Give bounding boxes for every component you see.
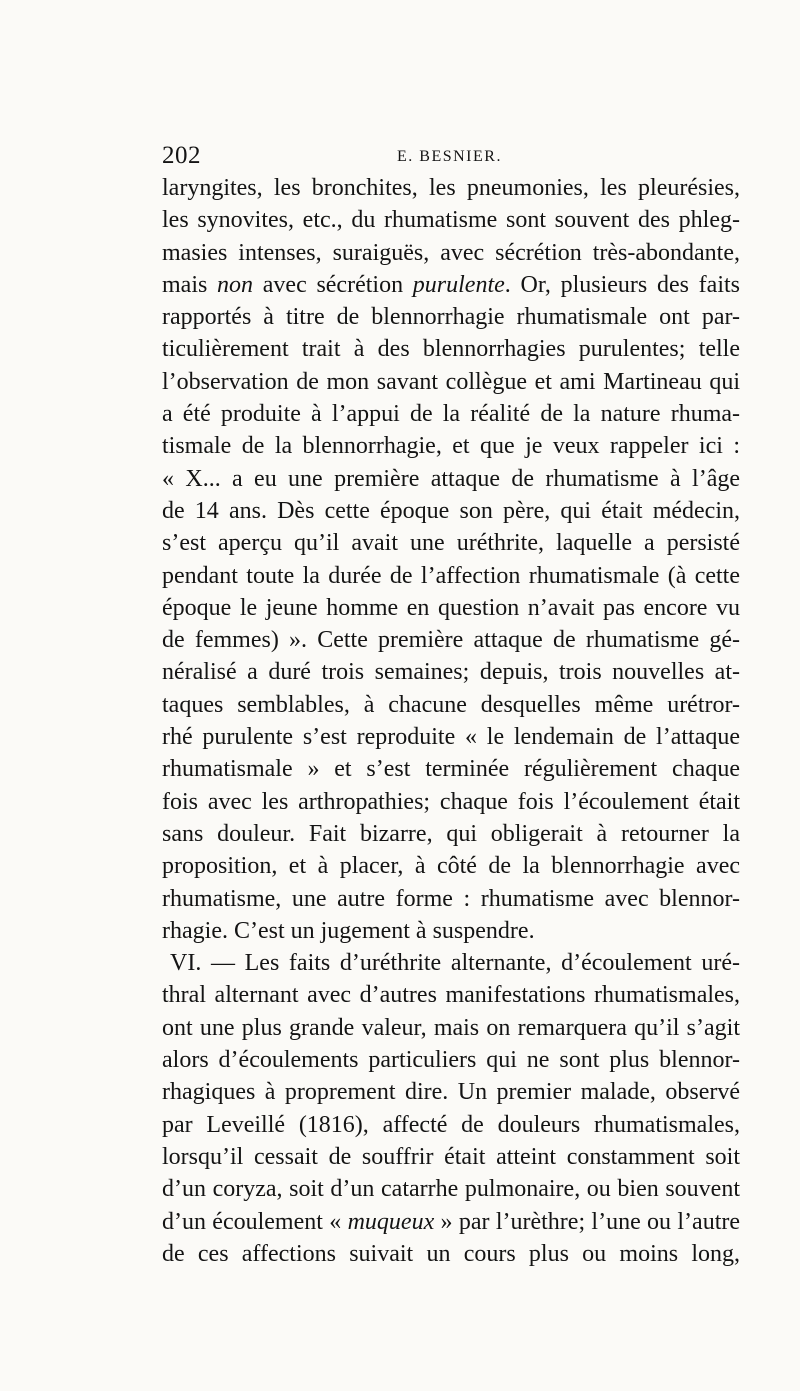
text-line (162, 850, 740, 882)
text-segment: rhagie. C’est un jugement à suspendre. (162, 917, 535, 944)
text-segment: par Leveillé (1816), affecté de douleurs rhumatismales, (162, 1111, 740, 1138)
text-line (162, 1044, 740, 1076)
text-segment: les synovites, etc., du rhumatisme sont souvent des phleg- (162, 207, 740, 234)
text-line (162, 689, 740, 721)
text-line (162, 979, 740, 1011)
text-line (162, 883, 740, 915)
text-segment: d’un écoulement « (162, 1208, 348, 1235)
text-segment: rhagiques à proprement dire. Un premier malade, observé (162, 1079, 740, 1106)
text-segment: proposition, et à placer, à côté de la blennorrhagie avec (162, 853, 740, 880)
text-line (162, 1173, 740, 1205)
text-segment: rapportés à titre de blennorrhagie rhumatismale ont par- (162, 304, 740, 331)
text-line (162, 1109, 740, 1141)
text-segment: tismale de la blennorrhagie, et que je veux rappeler ici : (162, 433, 740, 460)
text-segment: masies intenses, suraiguës, avec sécrétion très-abondante, (162, 239, 740, 266)
text-segment: de 14 ans. Dès cette époque son père, qui était médecin, (162, 497, 740, 524)
text-line (162, 204, 740, 236)
text-line (162, 656, 740, 688)
text-segment: taques semblables, à chacune desquelles même urétror- (162, 691, 740, 718)
text-segment: lorsqu’il cessait de souffrir était atteint constamment soit (162, 1143, 740, 1170)
text-line (162, 430, 740, 462)
text-line (162, 592, 740, 624)
running-head: E. BESNIER. (397, 148, 502, 165)
text-line (162, 915, 740, 947)
text-line (162, 1141, 740, 1173)
text-segment: d’un coryza, soit d’un catarrhe pulmonaire, ou bien souvent (162, 1176, 740, 1203)
text-line (162, 786, 740, 818)
text-segment: . Or, plusieurs des faits (504, 271, 740, 298)
text-line (162, 495, 740, 527)
text-segment: rhé purulente s’est reproduite « le lendemain de l’attaque (162, 724, 740, 751)
text-segment: sans douleur. Fait bizarre, qui obligerait à retourner la (162, 820, 740, 847)
text-segment: VI. — Les faits d’uréthrite alternante, d’écoulement uré- (170, 950, 740, 977)
text-line (162, 237, 740, 269)
text-segment: alors d’écoulements particuliers qui ne sont plus blennor- (162, 1047, 740, 1074)
text-line (162, 818, 740, 850)
text-segment: » par l’urèthre; l’une ou l’autre (434, 1208, 740, 1235)
text-line (162, 301, 740, 333)
text-segment: a été produite à l’appui de la réalité de la nature rhuma- (162, 401, 740, 428)
italic-text: non (217, 271, 254, 298)
text-segment: s’est aperçu qu’il avait une uréthrite, laquelle a persisté (162, 530, 740, 557)
text-segment: néralisé a duré trois semaines; depuis, trois nouvelles at- (162, 659, 740, 686)
text-line (162, 1012, 740, 1044)
text-segment: « X... a eu une première attaque de rhumatisme à l’âge (162, 465, 740, 492)
text-segment: pendant toute la durée de l’affection rhumatismale (à cette (162, 562, 740, 589)
text-line (162, 366, 740, 398)
text-line (162, 560, 740, 592)
text-segment: fois avec les arthropathies; chaque fois l’écoulement était (162, 788, 740, 815)
text-line (162, 753, 740, 785)
page-number: 202 (162, 142, 201, 169)
text-line (162, 947, 740, 979)
text-segment: de ces affections suivait un cours plus ou moins long, (162, 1240, 740, 1267)
text-segment: ticulièrement trait à des blennorrhagies purulentes; telle (162, 336, 740, 363)
page-header (162, 141, 742, 171)
text-segment: rhumatisme, une autre forme : rhumatisme avec blennor- (162, 885, 740, 912)
text-segment: de femmes) ». Cette première attaque de rhumatisme gé- (162, 627, 740, 654)
text-line (162, 624, 740, 656)
text-segment: l’observation de mon savant collègue et ami Martineau qui (162, 368, 740, 395)
text-line (162, 333, 740, 365)
body-text (162, 172, 740, 1270)
text-segment: rhumatismale » et s’est terminée régulièrement chaque (162, 756, 740, 783)
text-line (162, 269, 740, 301)
text-segment: mais (162, 271, 218, 298)
text-line (162, 398, 740, 430)
text-line (162, 1206, 740, 1238)
text-line (162, 721, 740, 753)
text-line (162, 527, 740, 559)
italic-text: purulente (412, 271, 505, 298)
text-line (162, 1076, 740, 1108)
text-segment: ont une plus grande valeur, mais on remarquera qu’il s’agit (162, 1014, 740, 1041)
text-segment: époque le jeune homme en question n’avait pas encore vu (162, 594, 740, 621)
text-line (162, 463, 740, 495)
text-segment: thral alternant avec d’autres manifestations rhumatismales, (162, 982, 740, 1009)
text-line (162, 1238, 740, 1270)
text-line (162, 172, 740, 204)
text-segment: laryngites, les bronchites, les pneumonies, les pleurésies, (162, 175, 740, 201)
italic-text: muqueux (347, 1208, 435, 1235)
text-segment: avec sécrétion (253, 271, 413, 298)
